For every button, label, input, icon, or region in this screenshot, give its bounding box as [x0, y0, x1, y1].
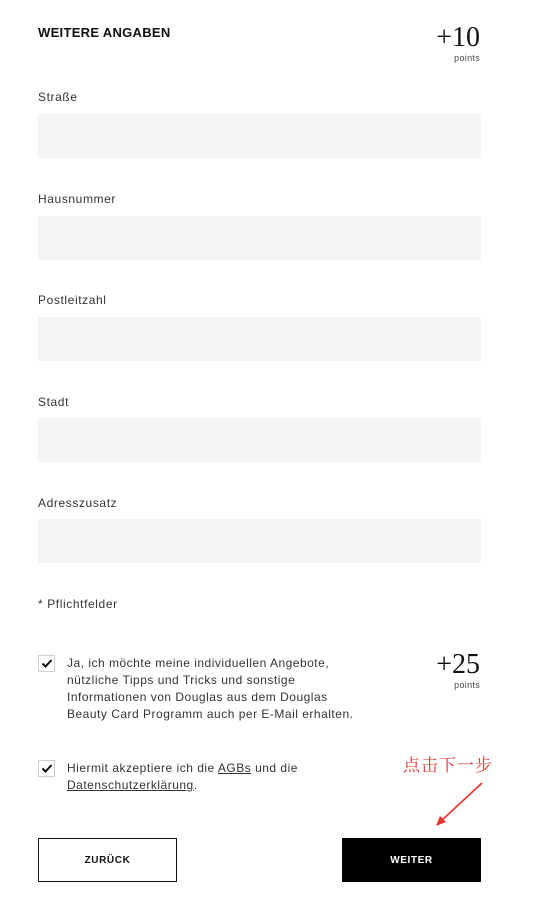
annotation-label: 点击下一步: [403, 756, 493, 776]
newsletter-line: nützliche Tipps und Tricks und sonstige: [67, 673, 296, 687]
terms-text: [67, 760, 298, 794]
points-badge-address: [436, 24, 480, 63]
terms-text-after: .: [193, 778, 198, 792]
points-label: points: [454, 680, 480, 690]
postleitzahl-input[interactable]: [38, 317, 481, 361]
postleitzahl-label: Postleitzahl: [38, 293, 107, 307]
points-badge-newsletter: [436, 651, 480, 690]
newsletter-line: Informationen von Douglas aus dem Douglas: [67, 690, 328, 704]
strasse-input[interactable]: [38, 114, 481, 158]
stadt-label: Stadt: [38, 395, 70, 409]
newsletter-checkbox[interactable]: [38, 655, 55, 672]
required-fields-note: * Pflichtfelder: [38, 597, 118, 611]
newsletter-consent: [38, 655, 398, 725]
checkmark-icon: [41, 763, 53, 774]
section-title: WEITERE ANGABEN: [38, 25, 171, 40]
back-button[interactable]: ZURÜCK: [38, 838, 177, 882]
stadt-input[interactable]: [38, 418, 481, 462]
terms-consent: [38, 760, 368, 796]
points-value: +25: [436, 649, 480, 680]
agb-link[interactable]: AGBs: [217, 761, 252, 775]
hausnummer-input[interactable]: [38, 216, 481, 260]
checkmark-icon: [41, 658, 53, 669]
adresszusatz-label: Adresszusatz: [38, 496, 118, 510]
adresszusatz-input[interactable]: [38, 519, 481, 563]
terms-text-before: Hiermit akzeptiere ich die: [67, 761, 218, 775]
points-value: +10: [436, 22, 480, 53]
newsletter-line: Ja, ich möchte meine individuellen Angebote,: [67, 656, 330, 670]
newsletter-line: Beauty Card Programm auch per E-Mail erhalten.: [67, 707, 354, 721]
privacy-link[interactable]: Datenschutzerklärung: [67, 778, 194, 792]
terms-text-middle: und die: [251, 761, 298, 775]
points-label: points: [454, 53, 480, 63]
next-button[interactable]: WEITER: [342, 838, 481, 882]
terms-checkbox[interactable]: [38, 760, 55, 777]
annotation-arrow-icon: [430, 780, 486, 830]
strasse-label: Straße: [38, 90, 78, 104]
newsletter-text: [67, 655, 353, 723]
hausnummer-label: Hausnummer: [38, 192, 117, 206]
